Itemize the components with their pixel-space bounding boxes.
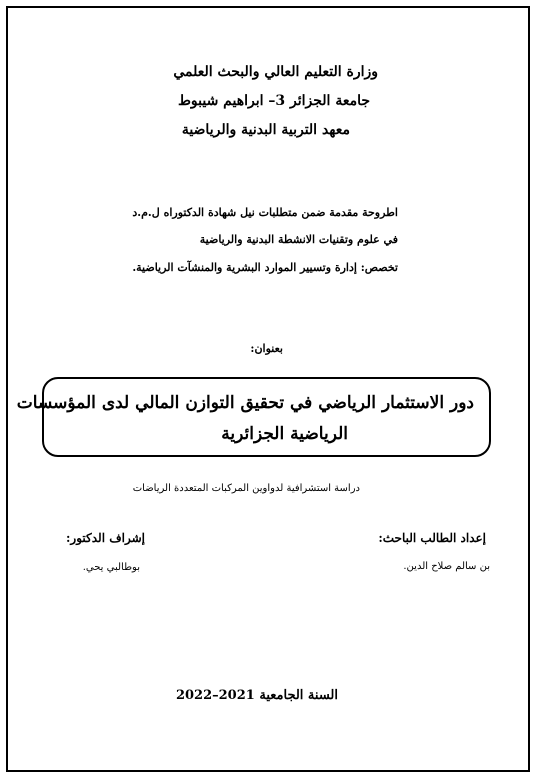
title-label: بعنوان: — [250, 342, 283, 355]
study-description: دراسة استشرافية لدواوين المركبات المتعددة الرياضات — [132, 483, 360, 494]
title-box — [42, 377, 491, 457]
thesis-specialty: تخصص: إدارة وتسيير الموارد البشرية والمنشآت الرياضية. — [132, 261, 398, 274]
thesis-title-line-2: الرياضية الجزائرية — [221, 424, 348, 444]
supervisor-label: إشراف الدكتور: — [65, 531, 145, 545]
prepared-by-label: إعداد الطالب الباحث: — [378, 531, 486, 545]
student-name: بن سالم صلاح الدين. — [403, 561, 490, 572]
thesis-field: في علوم وتقنيات الانشطة البدنية والرياضية — [199, 233, 398, 246]
thesis-title-line-1: دور الاستثمار الرياضي في تحقيق التوازن المالي لدى المؤسسات — [16, 393, 474, 413]
supervisor-name: بوطالبي يحي. — [82, 562, 140, 573]
university-name: جامعة الجزائر 3– ابراهيم شيبوط — [177, 93, 370, 109]
ministry-name: وزارة التعليم العالي والبحث العلمي — [173, 64, 378, 80]
institute-name: معهد التربية البدنية والرياضية — [181, 122, 350, 138]
thesis-statement: اطروحة مقدمة ضمن متطلبات نيل شهادة الدكتوراه ل.م.د — [132, 206, 398, 219]
academic-year: السنة الجامعية 2021–2022 — [175, 688, 338, 703]
